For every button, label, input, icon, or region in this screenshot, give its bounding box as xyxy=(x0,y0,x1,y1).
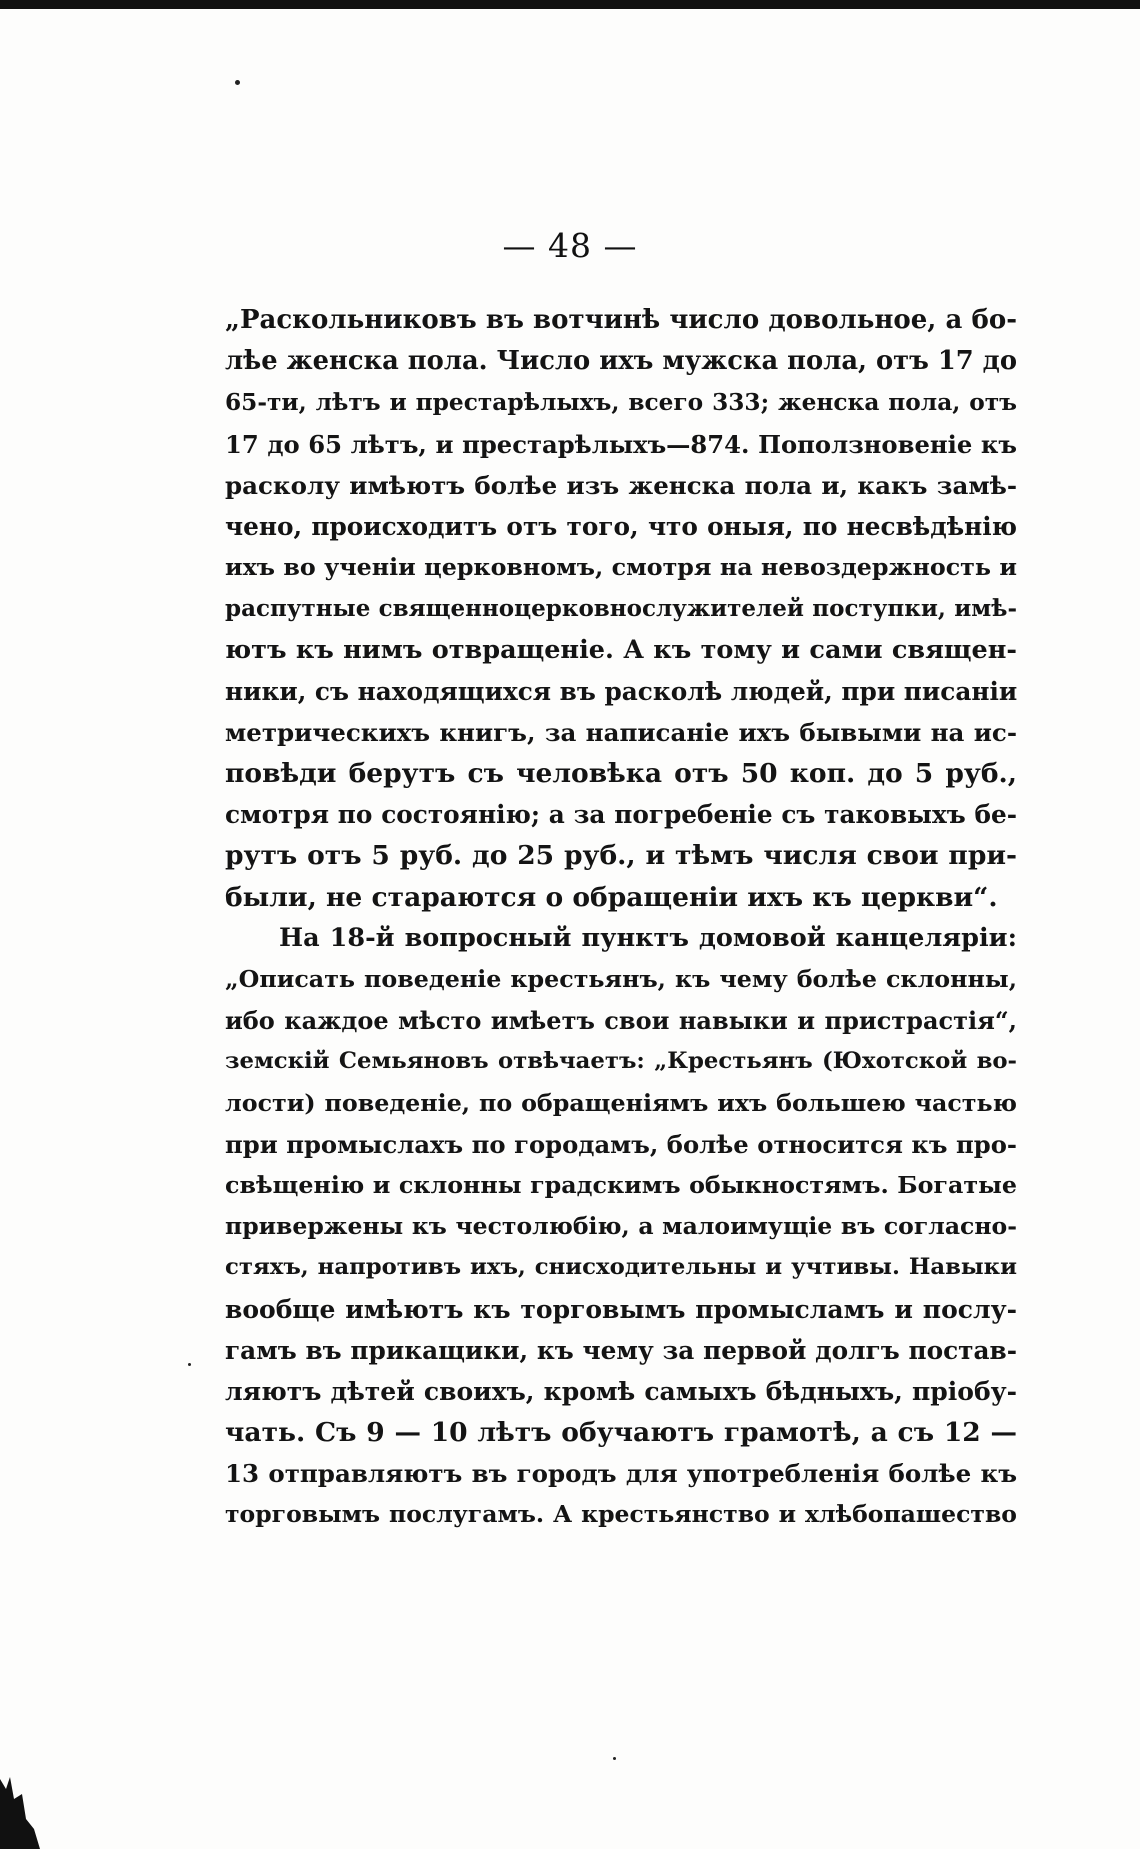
text-line: рутъ отъ 5 руб. до 25 руб., и тѣмъ числя свои при- xyxy=(225,840,1017,872)
text-line: На 18-й вопросный пунктъ домовой канцеляріи: xyxy=(279,922,1017,953)
text-line: были, не стараются о обращеніи ихъ къ церкви“. xyxy=(225,881,998,913)
text-line: повѣди берутъ съ человѣка отъ 50 коп. до 5 руб., xyxy=(225,758,1017,790)
text-line: ибо каждое мѣсто имѣетъ свои навыки и пристрастія“, xyxy=(225,1006,1017,1036)
scan-top-border xyxy=(0,0,1140,9)
text-line: лѣе женска пола. Число ихъ мужска пола, отъ 17 до xyxy=(225,346,1017,377)
text-line: 17 до 65 лѣтъ, и престарѣлыхъ—874. Поползновеніе къ xyxy=(225,429,1017,459)
text-line: привержены къ честолюбію, а малоимущіе въ согласно- xyxy=(225,1212,1017,1241)
text-line: 13 отправляютъ въ городъ для употребленія болѣе къ xyxy=(225,1459,1017,1489)
text-line: метрическихъ книгъ, за написаніе ихъ бывыми на ис- xyxy=(225,717,1017,747)
text-line: земскій Семьяновъ отвѣчаетъ: „Крестьянъ (Юхотской во- xyxy=(225,1048,1017,1075)
text-line: распутные священноцерковнослужителей поступки, имѣ- xyxy=(225,595,1017,623)
text-line: ихъ во ученіи церковномъ, смотря на невоздержность и xyxy=(225,553,1017,582)
speck-mark xyxy=(188,1363,191,1366)
text-line: лости) поведеніе, по обращеніямъ ихъ большею частью xyxy=(225,1088,1017,1117)
text-line: при промыслахъ по городамъ, болѣе относится къ про- xyxy=(225,1129,1017,1159)
text-line: расколу имѣютъ болѣе изъ женска пола и, какъ замѣ- xyxy=(225,470,1017,500)
text-line: чено, происходитъ отъ того, что оныя, по несвѣдѣнію xyxy=(225,511,1017,541)
text-line: гамъ въ прикащики, къ чему за первой долгъ постав- xyxy=(225,1335,1017,1365)
text-line: торговымъ послугамъ. А крестьянство и хлѣбопашество xyxy=(225,1500,1017,1529)
text-line: свѣщенію и склонны градскимъ обыкностямъ. Богатые xyxy=(225,1170,1017,1199)
text-line: 65-ти, лѣтъ и престарѣлыхъ, всего 333; женска пола, отъ xyxy=(225,389,1017,417)
speck-mark xyxy=(613,1757,616,1760)
text-line: стяхъ, напротивъ ихъ, снисходительны и учтивы. Навыки xyxy=(225,1254,1017,1281)
body-text xyxy=(225,300,1017,1536)
text-line: чать. Съ 9 — 10 лѣтъ обучаютъ грамотѣ, а съ 12 — xyxy=(225,1417,1017,1449)
page-number: — 48 — xyxy=(502,226,638,265)
text-line: „Описать поведеніе крестьянъ, къ чему болѣе склонны, xyxy=(225,965,1017,993)
scan-corner-shadow xyxy=(0,1759,40,1849)
text-line: ники, съ находящихся въ расколѣ людей, при писаніи xyxy=(225,676,1018,706)
speck-mark xyxy=(235,80,240,85)
text-line: вообще имѣютъ къ торговымъ промысламъ и послу- xyxy=(225,1294,1017,1324)
text-line: ютъ къ нимъ отвращеніе. А къ тому и сами священ- xyxy=(225,634,1017,665)
text-line: смотря по состоянію; а за погребеніе съ таковыхъ бе- xyxy=(225,800,1017,830)
text-line: ляютъ дѣтей своихъ, кромѣ самыхъ бѣдныхъ, пріобу- xyxy=(225,1376,1017,1406)
text-line: „Раскольниковъ въ вотчинѣ число довольное, а бо- xyxy=(225,305,1017,335)
